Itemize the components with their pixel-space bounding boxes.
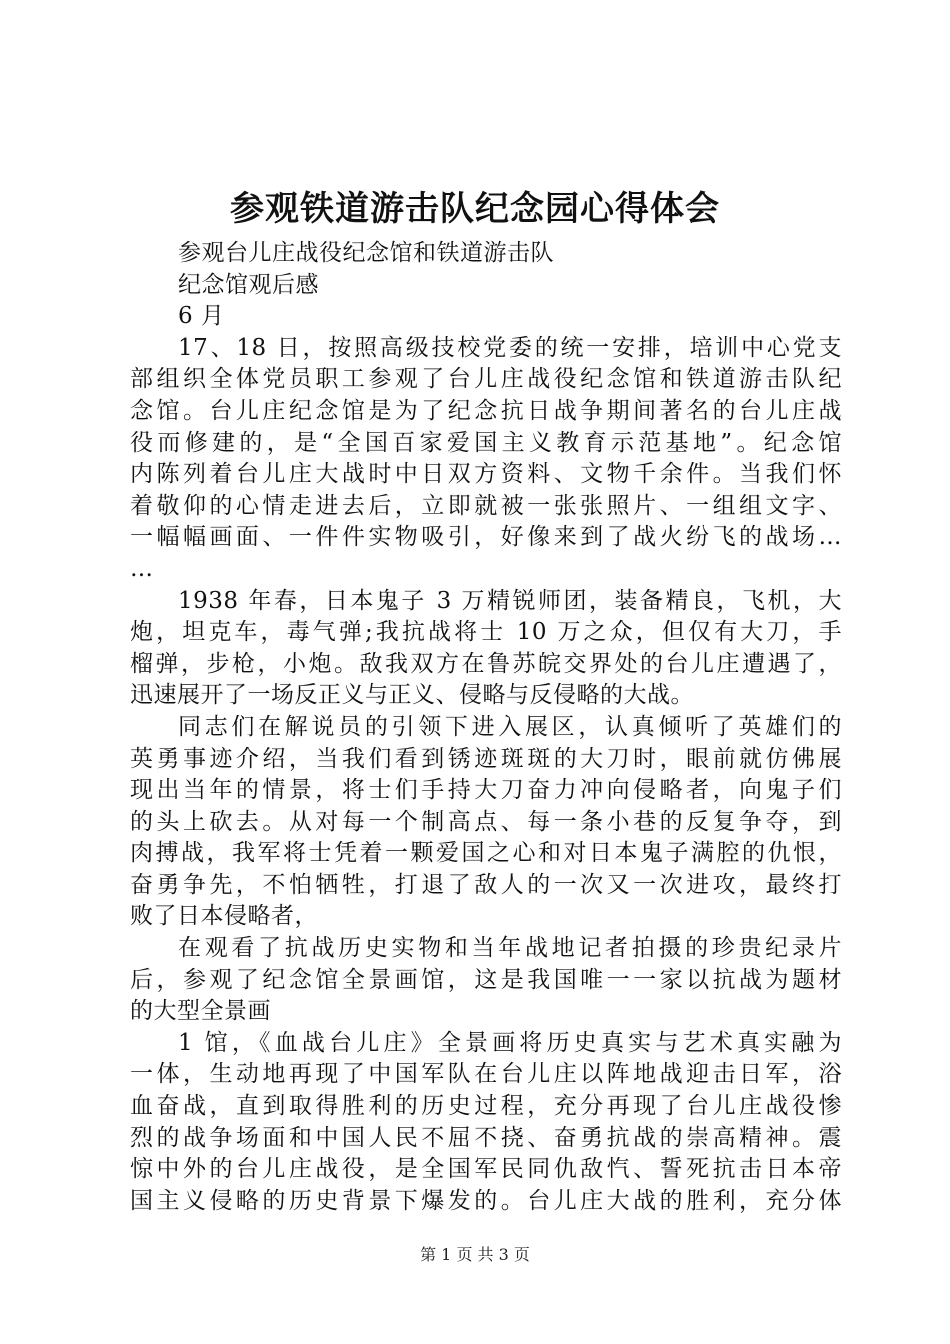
body-line: 役而修建的，是“全国百家爱国主义教育示范基地”。纪念馆 — [130, 429, 842, 456]
body-line: 现出当年的情景，将士们手持大刀奋力冲向侵略者，向鬼子们 — [130, 777, 842, 804]
body-line: 6 月 — [178, 303, 225, 330]
body-line: 同志们在解说员的引领下进入展区，认真倾听了英雄们的 — [178, 713, 842, 740]
body-line: 17、18 日，按照高级技校党委的统一安排，培训中心党支 — [178, 334, 842, 361]
body-line: 后，参观了纪念馆全景画馆，这是我国唯一一家以抗战为题材 — [130, 966, 842, 993]
document-body — [130, 238, 842, 1217]
body-line: 血奋战，直到取得胜利的历史过程，充分再现了台儿庄战役惨 — [130, 1093, 842, 1120]
body-line: 一体，生动地再现了中国军队在台儿庄以阵地战迎击日军，浴 — [130, 1061, 842, 1088]
body-line: 着敬仰的心情走进去后，立即就被一张张照片、一组组文字、 — [130, 492, 842, 519]
body-line: 内陈列着台儿庄大战时中日双方资料、文物千余件。当我们怀 — [130, 461, 842, 488]
body-line: 部组织全体党员职工参观了台儿庄战役纪念馆和铁道游击队纪 — [130, 366, 842, 393]
page-footer: 第 1 页 共 3 页 — [420, 1245, 530, 1264]
body-line: 烈的战争场面和中国人民不屈不挠、奋勇抗战的崇高精神。震 — [130, 1124, 842, 1151]
body-line: 英勇事迹介绍，当我们看到锈迹斑斑的大刀时，眼前就仿佛展 — [130, 745, 842, 772]
body-line: 一幅幅画面、一件件实物吸引，好像来到了战火纷飞的战场… — [130, 524, 842, 551]
body-line: 迅速展开了一场反正义与正义、侵略与反侵略的大战。 — [130, 682, 694, 709]
body-line: 肉搏战，我军将士凭着一颗爱国之心和对日本鬼子满腔的仇恨， — [130, 840, 842, 867]
body-line: 1938 年春，日本鬼子 3 万精锐师团，装备精良，飞机，大 — [178, 587, 842, 614]
body-line: 的大型全景画 — [130, 998, 271, 1025]
body-line: 榴弹，步枪，小炮。敌我双方在鲁苏皖交界处的台儿庄遭遇了， — [130, 650, 842, 677]
body-line: … — [130, 555, 154, 582]
body-line: 惊中外的台儿庄战役，是全国军民同仇敌忾、誓死抗击日本帝 — [130, 1156, 842, 1183]
body-line: 1 馆，《血战台儿庄》全景画将历史真实与艺术真实融为 — [178, 1029, 842, 1056]
body-line: 纪念馆观后感 — [178, 271, 319, 298]
body-line: 国主义侵略的历史背景下爆发的。台儿庄大战的胜利，充分体 — [130, 1187, 842, 1214]
body-line: 炮，坦克车，毒气弹;我抗战将士 10 万之众，但仅有大刀，手 — [130, 619, 842, 646]
body-line: 奋勇争先，不怕牺牲，打退了敌人的一次又一次进攻，最终打 — [130, 871, 842, 898]
body-line: 在观看了抗战历史实物和当年战地记者拍摄的珍贵纪录片 — [178, 935, 842, 962]
body-line: 的头上砍去。从对每一个制高点、每一条小巷的反复争夺，到 — [130, 808, 842, 835]
body-line: 参观台儿庄战役纪念馆和铁道游击队 — [178, 240, 554, 266]
body-line: 败了日本侵略者， — [130, 903, 318, 930]
document-title: 参观铁道游击队纪念园心得体会 — [230, 189, 720, 229]
body-line: 念馆。台儿庄纪念馆是为了纪念抗日战争期间著名的台儿庄战 — [130, 397, 842, 424]
